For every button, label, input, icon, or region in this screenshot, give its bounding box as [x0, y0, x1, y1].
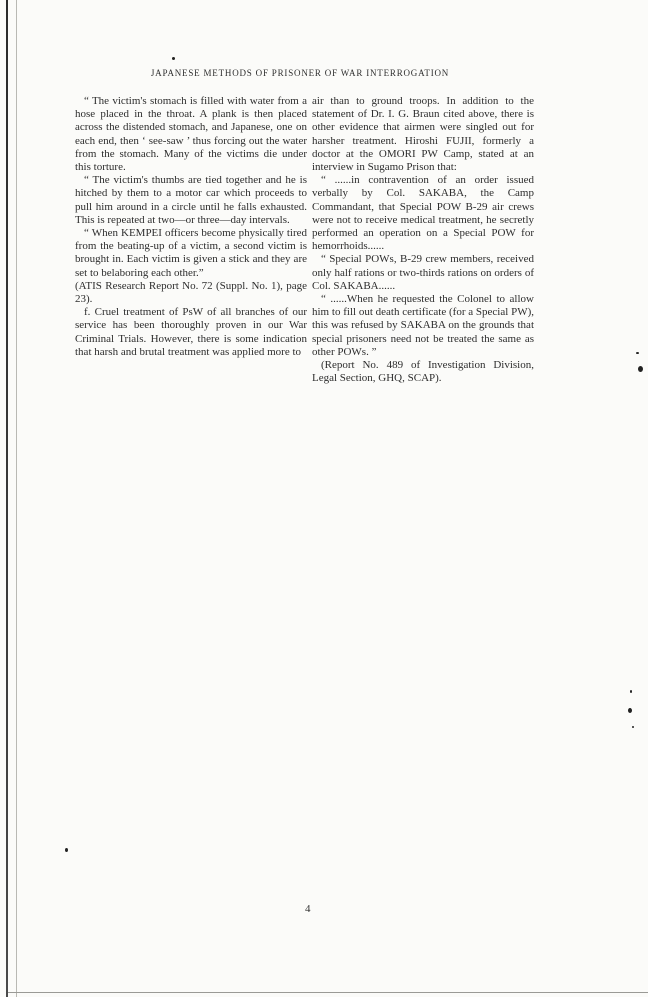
paragraph: air than to ground troops. In addition to the statement of Dr. I. G. Braun cited above, there is other evidence that airmen were singled out for harsher treatment. Hiroshi FUJII, formerly a doctor at the OMORI PW Camp, stated at an interview in Sugamo Prison that: [312, 95, 534, 174]
scan-speck [632, 726, 634, 728]
scan-speck [636, 352, 639, 354]
scan-bottom-edge [8, 992, 648, 993]
page-number: 4 [305, 903, 311, 915]
paragraph: f. Cruel treatment of PsW of all branches of our service has been thoroughly proven in our War Criminal Trials. However, there is some indication that harsh and brutal treatment was applied more to [75, 306, 307, 358]
scan-speck [628, 708, 632, 713]
paragraph: “ When KEMPEI officers become physically tired from the beating-up of a victim, a second victim is brought in. Each victim is given a stick and they are set to belaboring each other.” [75, 227, 307, 279]
scan-speck [638, 366, 643, 372]
left-text-column [75, 95, 307, 359]
scan-left-edge [6, 0, 8, 997]
scan-speck [630, 690, 632, 693]
quoted-paragraph: “ ......When he requested the Colonel to allow him to fill out death certificate (for a Special PW), this was refused by SAKABA on the grounds that special prisoners need not be treated the same as other POWs. ” [312, 293, 534, 358]
scan-binding-line [16, 0, 17, 997]
citation: (ATIS Research Report No. 72 (Suppl. No. 1), page 23). [75, 279, 307, 306]
citation: (Report No. 489 of Investigation Division, Legal Section, GHQ, SCAP). [312, 359, 534, 385]
paragraph: “ The victim's thumbs are tied together and he is hitched by them to a motor car which proceeds to pull him around in a circle until he falls exhausted. This is repeated at two—or three—day intervals. [75, 174, 307, 226]
running-header: JAPANESE METHODS OF PRISONER OF WAR INTERROGATION [150, 68, 450, 78]
quoted-paragraph: “ ......in contravention of an order issued verbally by Col. SAKABA, the Camp Commandant, that Special POW B-29 air crews were not to receive medical treatment, he secretly performed an operation on a Special POW for hemorrhoids...... [312, 174, 534, 253]
paragraph: “ The victim's stomach is filled with water from a hose placed in the throat. A plank is then placed across the distended stomach, and Japanese, one on each end, then ‘ see-saw ’ thus forcing out the water from the stomach. Many of the victims die under this torture. [75, 95, 307, 174]
right-text-column [312, 95, 534, 385]
quoted-paragraph: “ Special POWs, B-29 crew members, received only half rations or two-thirds rations on orders of Col. SAKABA...... [312, 253, 534, 292]
scan-speck [65, 848, 68, 852]
scan-speck [172, 57, 175, 60]
